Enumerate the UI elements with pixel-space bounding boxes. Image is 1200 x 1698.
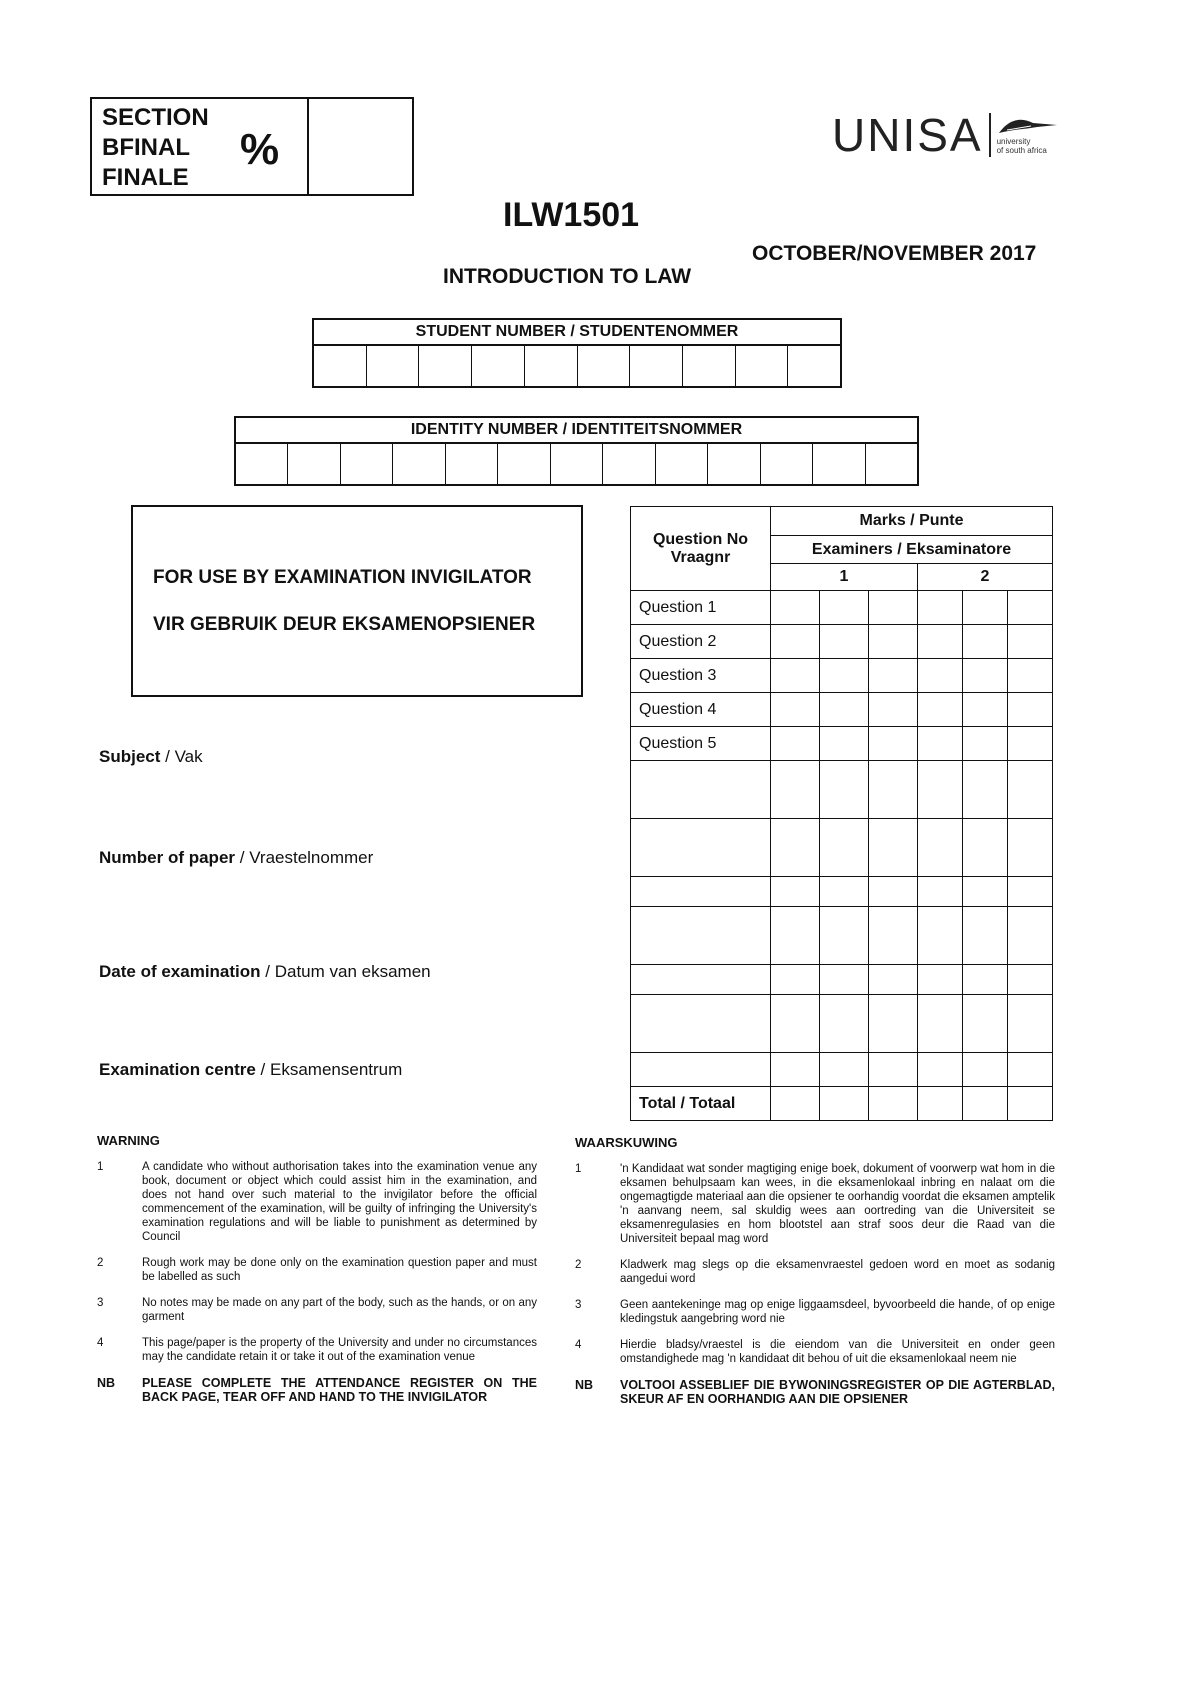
warning-rule	[575, 1258, 1055, 1286]
marks-row	[631, 1053, 1053, 1087]
identity-number-cell[interactable]	[498, 444, 550, 484]
mark-cell[interactable]	[963, 761, 1008, 819]
warning-rules-af	[575, 1162, 1055, 1406]
question-label	[631, 761, 771, 819]
course-code: ILW1501	[503, 196, 640, 234]
waarskuwing-title: WAARSKUWING	[575, 1135, 678, 1150]
mark-cell[interactable]	[771, 965, 820, 995]
question-label: Question 2	[631, 625, 771, 659]
mark-cell[interactable]	[869, 761, 918, 819]
exam-date-label-af: / Datum van eksamen	[260, 962, 431, 981]
section-line-2: BFINAL	[102, 134, 190, 161]
rule-number: 3	[97, 1297, 104, 1309]
paper-number-field	[99, 848, 373, 868]
exam-date-field	[99, 962, 431, 982]
mark-cell[interactable]	[1008, 877, 1053, 907]
student-number-cells	[314, 346, 840, 386]
total-cell[interactable]	[963, 1087, 1008, 1121]
section-score-cell[interactable]	[309, 99, 412, 194]
mark-cell[interactable]	[820, 591, 869, 625]
mark-cell[interactable]	[918, 591, 963, 625]
identity-number-cell[interactable]	[393, 444, 445, 484]
total-cell[interactable]	[1008, 1087, 1053, 1121]
student-number-cell[interactable]	[314, 346, 367, 386]
marks-row	[631, 995, 1053, 1053]
marks-row	[631, 907, 1053, 965]
mark-cell[interactable]	[771, 877, 820, 907]
paper-number-label: Number of paper	[99, 848, 236, 867]
student-number-cell[interactable]	[367, 346, 420, 386]
warning-rule	[97, 1256, 537, 1284]
marks-row	[631, 659, 1053, 693]
total-cell[interactable]	[771, 1087, 820, 1121]
mark-cell[interactable]	[869, 1053, 918, 1087]
mark-cell[interactable]	[869, 965, 918, 995]
marks-row	[631, 819, 1053, 877]
question-label	[631, 1053, 771, 1087]
logo-divider	[989, 113, 991, 157]
identity-number-cell[interactable]	[603, 444, 655, 484]
subject-label: Subject	[99, 747, 161, 766]
logo-wordmark: UNISA	[832, 109, 983, 161]
rule-text: VOLTOOI ASSEBLIEF DIE BYWONINGSREGISTER OP DIE AGTERBLAD, SKEUR AF EN OORHANDIG AAN DIE OPSIENER	[620, 1378, 1055, 1406]
mark-cell[interactable]	[1008, 693, 1053, 727]
mark-cell[interactable]	[963, 907, 1008, 965]
mark-cell[interactable]	[963, 995, 1008, 1053]
rule-number: 4	[97, 1337, 104, 1349]
mark-cell[interactable]	[869, 819, 918, 877]
total-row	[631, 1087, 1053, 1121]
rule-number: 2	[575, 1259, 582, 1271]
warning-title: WARNING	[97, 1133, 160, 1148]
mark-cell[interactable]	[869, 591, 918, 625]
mark-cell[interactable]	[820, 965, 869, 995]
mark-cell[interactable]	[869, 693, 918, 727]
identity-number-cell[interactable]	[551, 444, 603, 484]
mark-cell[interactable]	[918, 819, 963, 877]
mark-cell[interactable]	[820, 907, 869, 965]
mark-cell[interactable]	[869, 659, 918, 693]
logo-emblem	[997, 115, 1059, 155]
warning-afrikaans	[575, 1135, 1055, 1406]
identity-number-cell[interactable]	[341, 444, 393, 484]
total-label: Total / Totaal	[631, 1087, 771, 1121]
rule-text: Kladwerk mag slegs op die eksamenvraestel gedoen word en moet as sodanig aangedui word	[620, 1259, 1055, 1285]
mark-cell[interactable]	[963, 819, 1008, 877]
rule-text: Hierdie bladsy/vraestel is die eiendom van die Universiteit en onder geen omstandighede mag 'n kandidaat dit behou of uit die eksamenlokaal neem nie	[620, 1339, 1055, 1365]
student-number-cell[interactable]	[736, 346, 789, 386]
student-number-cell[interactable]	[419, 346, 472, 386]
marks-row	[631, 625, 1053, 659]
mark-cell[interactable]	[771, 659, 820, 693]
total-cell[interactable]	[820, 1087, 869, 1121]
mark-cell[interactable]	[918, 693, 963, 727]
total-cell[interactable]	[918, 1087, 963, 1121]
mark-cell[interactable]	[820, 727, 869, 761]
rule-text: Geen aantekeninge mag op enige liggaamsdeel, byvoorbeeld die hande, of op enige kledingstuk aangebring word nie	[620, 1299, 1055, 1325]
mark-cell[interactable]	[771, 907, 820, 965]
rule-number: 4	[575, 1339, 582, 1351]
mark-cell[interactable]	[918, 877, 963, 907]
section-line-3: FINALE	[102, 164, 189, 191]
identity-number-cell[interactable]	[708, 444, 760, 484]
identity-number-cell[interactable]	[761, 444, 813, 484]
examiner-1-header: 1	[771, 564, 918, 591]
identity-number-cells	[236, 444, 917, 484]
marks-row	[631, 761, 1053, 819]
question-label	[631, 907, 771, 965]
mark-cell[interactable]	[963, 693, 1008, 727]
identity-number-label: IDENTITY NUMBER / IDENTITEITSNOMMER	[236, 418, 917, 444]
mark-cell[interactable]	[1008, 727, 1053, 761]
mark-cell[interactable]	[771, 591, 820, 625]
nb-note	[575, 1378, 1055, 1406]
mark-cell[interactable]	[963, 659, 1008, 693]
mark-cell[interactable]	[1008, 761, 1053, 819]
mark-cell[interactable]	[963, 965, 1008, 995]
rule-text: No notes may be made on any part of the body, such as the hands, or on any garment	[142, 1297, 537, 1323]
unisa-logo	[832, 108, 1059, 162]
warning-english	[97, 1133, 537, 1404]
mark-cell[interactable]	[820, 625, 869, 659]
mark-cell[interactable]	[918, 965, 963, 995]
identity-number-cell[interactable]	[866, 444, 917, 484]
mark-cell[interactable]	[918, 1053, 963, 1087]
mark-cell[interactable]	[820, 659, 869, 693]
mark-cell[interactable]	[1008, 995, 1053, 1053]
marks-row	[631, 591, 1053, 625]
mark-cell[interactable]	[918, 625, 963, 659]
invigilator-box	[131, 505, 583, 697]
mark-cell[interactable]	[820, 877, 869, 907]
examiner-2-header: 2	[918, 564, 1053, 591]
identity-number-cell[interactable]	[813, 444, 865, 484]
examiners-header: Examiners / Eksaminatore	[771, 536, 1053, 564]
rule-text: This page/paper is the property of the University and under no circumstances may the candidate retain it or take it out of the examination venue	[142, 1337, 537, 1363]
marks-row	[631, 727, 1053, 761]
student-number-cell[interactable]	[525, 346, 578, 386]
mark-cell[interactable]	[963, 1053, 1008, 1087]
mark-cell[interactable]	[771, 727, 820, 761]
mark-cell[interactable]	[963, 625, 1008, 659]
student-number-cell[interactable]	[578, 346, 631, 386]
warning-rule	[97, 1336, 537, 1364]
subject-label-af: / Vak	[160, 747, 203, 766]
student-number-cell[interactable]	[630, 346, 683, 386]
student-number-label: STUDENT NUMBER / STUDENTENOMMER	[314, 320, 840, 346]
mark-cell[interactable]	[771, 693, 820, 727]
mark-cell[interactable]	[1008, 907, 1053, 965]
bird-emblem-icon	[997, 115, 1059, 137]
exam-centre-field	[99, 1060, 402, 1080]
rule-number: NB	[575, 1378, 594, 1392]
invigilator-text-en: FOR USE BY EXAMINATION INVIGILATOR	[153, 567, 532, 588]
mark-cell[interactable]	[1008, 659, 1053, 693]
course-title: INTRODUCTION TO LAW	[443, 265, 692, 288]
warning-rule	[97, 1160, 537, 1244]
question-no-header: Question No Vraagnr	[631, 507, 771, 591]
rule-text: A candidate who without authorisation takes into the examination venue any book, document or object which could assist him in the examination, and does not hand over such material to the invigilator before the official commencement of the examination, will be guilty of infringing the University's examination regulations and will be liable to punishment as determined by Council	[142, 1161, 537, 1243]
nb-note	[97, 1376, 537, 1404]
section-box	[90, 97, 414, 196]
mark-cell[interactable]	[1008, 965, 1053, 995]
rule-text: PLEASE COMPLETE THE ATTENDANCE REGISTER ON THE BACK PAGE, TEAR OFF AND HAND TO THE INVIGILATOR	[142, 1376, 537, 1404]
marks-table	[630, 506, 1053, 1121]
rule-number: 1	[97, 1161, 104, 1173]
warning-rule	[575, 1298, 1055, 1326]
mark-cell[interactable]	[918, 995, 963, 1053]
mark-cell[interactable]	[820, 995, 869, 1053]
identity-number-cell[interactable]	[446, 444, 498, 484]
mark-cell[interactable]	[1008, 1053, 1053, 1087]
identity-number-grid	[234, 416, 919, 486]
mark-cell[interactable]	[918, 761, 963, 819]
mark-cell[interactable]	[869, 995, 918, 1053]
logo-tagline-2: of south africa	[996, 146, 1047, 155]
mark-cell[interactable]	[771, 819, 820, 877]
warning-rule	[575, 1338, 1055, 1366]
mark-cell[interactable]	[918, 727, 963, 761]
mark-cell[interactable]	[771, 625, 820, 659]
paper-number-label-af: / Vraestelnommer	[235, 848, 374, 867]
rule-text: Rough work may be done only on the examination question paper and must be labelled as such	[142, 1257, 537, 1283]
subject-field	[99, 747, 203, 767]
mark-cell[interactable]	[820, 693, 869, 727]
student-number-cell[interactable]	[472, 346, 525, 386]
mark-cell[interactable]	[1008, 591, 1053, 625]
mark-cell[interactable]	[1008, 625, 1053, 659]
marks-rows	[631, 591, 1053, 1121]
question-label: Question 3	[631, 659, 771, 693]
question-label: Question 4	[631, 693, 771, 727]
rule-number: 1	[575, 1163, 582, 1175]
invigilator-text-af: VIR GEBRUIK DEUR EKSAMENOPSIENER	[153, 614, 536, 635]
question-label	[631, 877, 771, 907]
exam-centre-label-af: / Eksamensentrum	[255, 1060, 403, 1079]
rule-number: 2	[97, 1257, 104, 1269]
question-label: Question 1	[631, 591, 771, 625]
section-line-1: SECTION	[102, 104, 209, 131]
exam-date-label: Date of examination	[99, 962, 261, 981]
mark-cell[interactable]	[869, 727, 918, 761]
marks-row	[631, 965, 1053, 995]
mark-cell[interactable]	[963, 591, 1008, 625]
section-label	[102, 103, 209, 193]
mark-cell[interactable]	[820, 761, 869, 819]
mark-cell[interactable]	[918, 659, 963, 693]
mark-cell[interactable]	[1008, 819, 1053, 877]
rule-number: NB	[97, 1376, 116, 1390]
rule-text: 'n Kandidaat wat sonder magtiging enige boek, dokument of voorwerp wat hom in die eksamen behulpsaam kan wees, in die eksamenlokaal inbring en nalaat om die ongemagtigde materiaal aan die opsiener te oorhandig voordat die eksamen amptelik 'n aanvang neem, sal skuldig wees aan oortreding van die Universiteit se eksamenregulasies en hom blootstel aan straf soos deur die Raad van die Universiteit bepaal mag word	[620, 1163, 1055, 1245]
rule-number: 3	[575, 1299, 582, 1311]
exam-session: OCTOBER/NOVEMBER 2017	[752, 242, 1037, 265]
mark-cell[interactable]	[771, 761, 820, 819]
percent-sign: %	[240, 125, 280, 174]
question-label	[631, 819, 771, 877]
total-cell[interactable]	[869, 1087, 918, 1121]
warning-rule	[575, 1162, 1055, 1246]
mark-cell[interactable]	[869, 625, 918, 659]
marks-row	[631, 877, 1053, 907]
mark-cell[interactable]	[963, 877, 1008, 907]
student-number-cell[interactable]	[683, 346, 736, 386]
section-label-cell	[92, 99, 309, 194]
mark-cell[interactable]	[963, 727, 1008, 761]
student-number-grid	[312, 318, 842, 388]
identity-number-cell[interactable]	[288, 444, 340, 484]
warning-rule	[97, 1296, 537, 1324]
mark-cell[interactable]	[771, 1053, 820, 1087]
logo-tagline-1: university	[996, 137, 1031, 146]
student-number-cell[interactable]	[788, 346, 840, 386]
warning-rules-en	[97, 1160, 537, 1404]
mark-cell[interactable]	[869, 907, 918, 965]
question-label	[631, 995, 771, 1053]
marks-row	[631, 693, 1053, 727]
identity-number-cell[interactable]	[656, 444, 708, 484]
marks-header: Marks / Punte	[771, 507, 1053, 536]
question-label: Question 5	[631, 727, 771, 761]
exam-centre-label: Examination centre	[99, 1060, 256, 1079]
mark-cell[interactable]	[820, 819, 869, 877]
mark-cell[interactable]	[820, 1053, 869, 1087]
mark-cell[interactable]	[918, 907, 963, 965]
mark-cell[interactable]	[771, 995, 820, 1053]
identity-number-cell[interactable]	[236, 444, 288, 484]
mark-cell[interactable]	[869, 877, 918, 907]
question-label	[631, 965, 771, 995]
